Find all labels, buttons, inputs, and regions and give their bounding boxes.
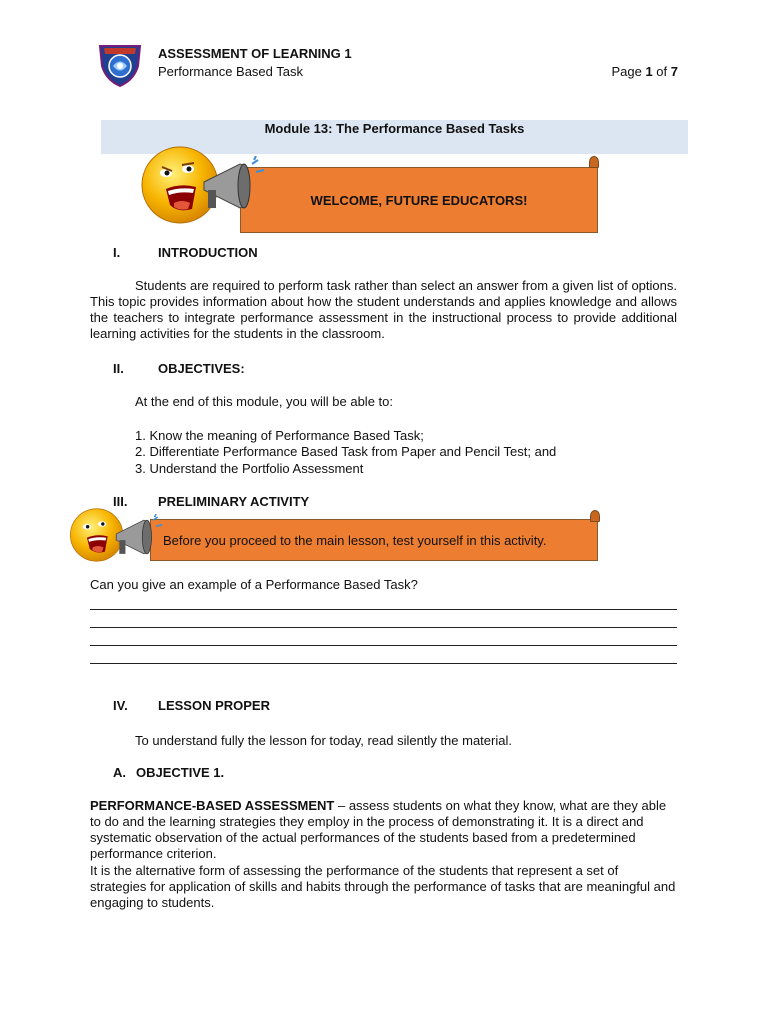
section-title: LESSON PROPER [158, 698, 270, 713]
school-logo-icon [96, 42, 144, 88]
module-title: Module 13: The Performance Based Tasks [264, 121, 525, 136]
answer-line [90, 663, 677, 664]
page-prefix: Page [611, 64, 646, 79]
welcome-banner [240, 167, 598, 233]
section-title: INTRODUCTION [158, 245, 258, 260]
alternative-assessment-paragraph: It is the alternative form of assessing the performance of the students that represent a set of strategies for application of skills and habits through the performance of tasks that are meaningful and engaging to students. [90, 863, 676, 910]
subsection-title: OBJECTIVE 1. [136, 765, 225, 780]
section-heading-objectives [113, 361, 673, 377]
megaphone-icon [112, 514, 168, 560]
subsection-letter: A. [113, 765, 126, 780]
scroll-curl-icon [590, 510, 600, 522]
section-number: III. [113, 494, 128, 509]
page-number [611, 64, 678, 79]
performance-assessment-definition [90, 798, 677, 862]
page-total: 7 [670, 64, 678, 79]
section-heading-preliminary [113, 494, 673, 510]
megaphone-icon [200, 156, 270, 216]
definition-text: – assess students on what they know, what are they able to do and the learning strategies they employ in the process of demonstrating it. It is a direct and systematic observation of the actual performances of the students based from a predetermined performance criterion. [90, 798, 667, 861]
section-heading-introduction [113, 245, 673, 261]
introduction-paragraph: Students are required to perform task rather than select an answer from a given list of options. This topic provides information about how the student understands and applies knowledge and allows the teachers to integrate performance assessment in the instructional process to provide additional learning activities for the students in the classroom. [90, 278, 677, 341]
answer-line [90, 609, 677, 610]
document-title: ASSESSMENT OF LEARNING 1 [158, 46, 352, 61]
section-heading-lesson-proper [113, 698, 673, 714]
section-number: II. [113, 361, 124, 376]
section-number: IV. [113, 698, 128, 713]
objective-item: 1. Know the meaning of Performance Based Task; [135, 428, 424, 443]
welcome-banner-text: WELCOME, FUTURE EDUCATORS! [310, 192, 528, 208]
page-current: 1 [645, 64, 653, 79]
answer-line [90, 627, 677, 628]
document-subtitle: Performance Based Task [158, 64, 303, 79]
scroll-curl-icon [589, 156, 599, 168]
objective-item: 3. Understand the Portfolio Assessment [135, 461, 364, 476]
definition-term: PERFORMANCE-BASED ASSESSMENT [90, 798, 335, 813]
objective-item: 2. Differentiate Performance Based Task from Paper and Pencil Test; and [135, 444, 557, 459]
subsection-heading-objective-1 [113, 765, 673, 781]
section-title: PRELIMINARY ACTIVITY [158, 494, 310, 509]
section-number: I. [113, 245, 121, 260]
section-title: OBJECTIVES: [158, 361, 245, 376]
preliminary-banner [150, 519, 598, 561]
preliminary-banner-text: Before you proceed to the main lesson, test yourself in this activity. [163, 532, 547, 548]
objectives-lead: At the end of this module, you will be able to: [135, 394, 393, 409]
lesson-lead: To understand fully the lesson for today, read silently the material. [135, 733, 512, 748]
answer-line [90, 645, 677, 646]
preliminary-question: Can you give an example of a Performance Based Task? [90, 577, 418, 592]
page-of: of [652, 64, 671, 79]
